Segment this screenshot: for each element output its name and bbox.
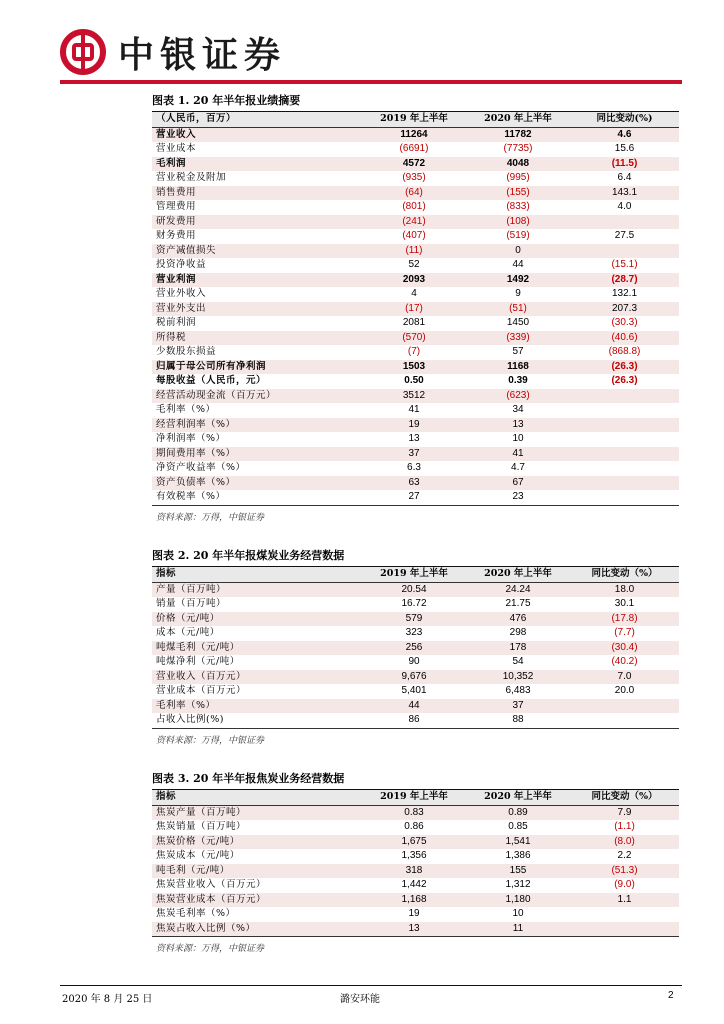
table-source-note: 资料来源：万得，中银证券: [156, 944, 265, 954]
row-value: [570, 447, 679, 462]
row-value: 37: [408, 447, 420, 459]
row-value: (8.0): [614, 835, 635, 847]
row-value: 1503: [402, 360, 426, 372]
row-label: 归属于母公司所有净利润: [156, 360, 267, 372]
row-value: 86: [408, 714, 420, 725]
row-label: 成本（元/吨）: [156, 627, 220, 638]
row-label: 资产负债率（%）: [156, 476, 236, 488]
row-label: 焦炭成本（元/吨）: [156, 850, 240, 861]
row-label: 营业税金及附加: [156, 172, 227, 183]
row-value: (30.4): [611, 641, 638, 653]
table-row: [152, 612, 679, 627]
row-value: (9.0): [614, 879, 635, 890]
table-row: [152, 805, 679, 820]
row-value: [570, 922, 679, 937]
row-value: 11264: [400, 128, 428, 140]
row-label: 焦炭营业成本（百万元）: [156, 893, 267, 905]
table-source-note: 资料来源：万得，中银证券: [156, 735, 265, 746]
row-label: 焦炭销量（百万吨）: [156, 821, 247, 832]
footer-date: 2020 年 8 月 25 日: [62, 994, 153, 1005]
row-value: 0.39: [508, 375, 528, 386]
data-table: [152, 567, 679, 728]
row-label: 焦炭产量（百万吨）: [156, 806, 247, 818]
row-value: 1,675: [401, 835, 427, 847]
row-value: (339): [506, 331, 530, 343]
row-value: [570, 403, 679, 418]
table-row: [152, 215, 679, 230]
table-row: [152, 684, 679, 699]
row-value: (26.3): [611, 375, 638, 386]
row-label: 吨毛利（元/吨）: [156, 864, 230, 876]
row-value: 90: [408, 656, 420, 667]
row-value: 1.1: [617, 893, 632, 905]
row-value: 132.1: [611, 288, 638, 299]
row-value: 44: [408, 699, 420, 711]
table-row: [152, 345, 679, 360]
row-value: 1,356: [401, 850, 427, 861]
row-label: 所得税: [156, 331, 187, 343]
table-row: [152, 244, 679, 259]
row-label: 期间费用率（%）: [156, 447, 236, 459]
row-value: 2093: [402, 273, 426, 285]
table-row: [152, 403, 679, 418]
row-value: 19: [408, 908, 420, 919]
table-row: [152, 258, 679, 273]
row-value: 18.0: [614, 583, 635, 595]
row-value: 9: [515, 288, 521, 299]
row-value: 4.7: [511, 462, 525, 473]
row-value: 37: [512, 699, 524, 711]
table-section-1: [152, 94, 679, 523]
brand-name: 中银证券: [118, 33, 287, 76]
row-value: 20.54: [401, 583, 427, 595]
row-label: 营业收入（百万元）: [156, 670, 247, 682]
column-header: 2019 年上半年: [380, 568, 448, 579]
row-value: (11.5): [611, 157, 638, 169]
row-value: (51.3): [611, 864, 638, 876]
row-label: 销售费用: [156, 186, 197, 198]
row-label: 营业外支出: [156, 302, 207, 314]
row-value: [570, 490, 679, 505]
row-value: 0: [515, 244, 521, 256]
row-value: (64): [405, 186, 423, 198]
row-label: 吨煤毛利（元/吨）: [156, 641, 240, 653]
row-value: 20.0: [614, 685, 635, 696]
row-value: (15.1): [611, 259, 638, 270]
row-value: [570, 907, 679, 922]
row-value: 15.6: [614, 143, 635, 154]
row-value: 256: [405, 641, 423, 653]
row-value: 88: [512, 714, 524, 725]
row-value: (1.1): [614, 821, 635, 832]
row-label: 产量（百万吨）: [156, 583, 227, 595]
row-value: (40.2): [611, 656, 638, 667]
column-header: 指标: [156, 568, 177, 579]
row-value: (11): [405, 244, 423, 256]
row-value: 1,386: [505, 850, 531, 861]
row-label: 毛利率（%）: [156, 699, 216, 711]
table-row: [152, 331, 679, 346]
table-row: [152, 713, 679, 728]
table-section-2: [152, 549, 679, 746]
row-value: [570, 389, 679, 404]
row-label: 税前利润: [156, 317, 197, 328]
row-value: 27: [408, 491, 420, 502]
table-row: [152, 374, 679, 389]
row-value: [570, 476, 679, 491]
row-value: [570, 461, 679, 476]
table-row: [152, 229, 679, 244]
row-label: 少数股东损益: [156, 346, 217, 357]
row-value: 1450: [506, 317, 530, 328]
row-value: 0.83: [404, 806, 424, 818]
row-value: 4048: [506, 157, 530, 169]
table-row: [152, 171, 679, 186]
row-value: 13: [408, 433, 420, 444]
row-value: 318: [405, 864, 423, 876]
row-label: 营业利润: [156, 273, 197, 285]
column-header: 同比变动(%): [596, 113, 653, 124]
table-bottom-rule: [152, 728, 679, 729]
table-bottom-rule: [152, 936, 679, 937]
table-row: [152, 878, 679, 893]
table-row: [152, 389, 679, 404]
row-value: 1,442: [401, 879, 427, 890]
row-value: 1,541: [505, 835, 531, 847]
row-label: 营业收入: [156, 128, 197, 140]
table-row: [152, 626, 679, 641]
table-row: [152, 157, 679, 172]
row-label: 焦炭营业收入（百万元）: [156, 879, 267, 890]
table-row: [152, 302, 679, 317]
table-row: [152, 922, 679, 937]
table-row: [152, 835, 679, 850]
row-value: (623): [506, 389, 530, 401]
row-value: 1,168: [401, 893, 427, 905]
row-label: 营业成本: [156, 143, 197, 154]
row-label: 经营利润率（%）: [156, 418, 236, 430]
table-row: [152, 127, 679, 142]
row-value: 13: [408, 922, 420, 934]
row-value: 476: [509, 612, 527, 624]
table-row: [152, 699, 679, 714]
column-header: 2020 年上半年: [484, 113, 552, 124]
row-value: (40.6): [611, 331, 638, 343]
row-value: 0.86: [404, 821, 424, 832]
row-value: (108): [506, 215, 530, 227]
row-value: 1168: [507, 360, 529, 372]
row-label: 销量（百万吨）: [156, 598, 227, 609]
table-bottom-rule: [152, 505, 679, 506]
table-row: [152, 820, 679, 835]
row-value: (7): [407, 346, 421, 357]
column-header: 指标: [156, 791, 177, 802]
table-row: [152, 186, 679, 201]
row-value: 4572: [402, 157, 426, 169]
row-value: 4.6: [617, 128, 632, 140]
row-value: 41: [512, 447, 524, 459]
table-row: [152, 597, 679, 612]
row-value: (833): [506, 201, 530, 212]
table-row: [152, 670, 679, 685]
table-header-row: [152, 790, 679, 805]
table-row: [152, 447, 679, 462]
table-header-row: [152, 112, 679, 127]
row-value: 21.75: [505, 598, 531, 609]
row-value: 63: [408, 476, 420, 488]
row-label: 经营活动现金流（百万元）: [156, 389, 277, 401]
table-row: [152, 142, 679, 157]
row-value: (995): [506, 172, 530, 183]
bank-of-china-logo: [60, 29, 106, 75]
row-value: 155: [509, 864, 527, 876]
column-header: 2019 年上半年: [380, 113, 448, 124]
table-row: [152, 582, 679, 597]
row-label: 占收入比例(%): [156, 714, 224, 725]
header-divider: [60, 80, 682, 84]
row-value: (7.7): [614, 627, 635, 638]
row-value: 23: [512, 491, 524, 502]
row-value: 10,352: [502, 670, 534, 682]
row-value: [570, 699, 679, 714]
table-row: [152, 200, 679, 215]
row-value: 6.3: [407, 462, 421, 473]
row-label: 吨煤净利（元/吨）: [156, 656, 240, 667]
row-value: [570, 244, 679, 259]
row-value: 44: [512, 259, 524, 270]
row-label: 毛利率（%）: [156, 404, 216, 415]
row-value: 298: [509, 627, 527, 638]
table-row: [152, 432, 679, 447]
table-row: [152, 316, 679, 331]
row-value: (935): [402, 172, 426, 183]
column-header: （人民币，百万）: [156, 113, 237, 124]
column-header: 2019 年上半年: [380, 791, 448, 802]
row-label: 投资净收益: [156, 259, 207, 270]
row-value: [570, 432, 679, 447]
footer-company: 潞安环能: [340, 994, 380, 1005]
row-value: [570, 418, 679, 433]
row-value: 2081: [402, 317, 426, 328]
row-value: 6,483: [505, 685, 531, 696]
row-label: 焦炭占收入比例（%）: [156, 922, 256, 934]
row-value: 1,312: [505, 879, 531, 890]
row-value: 4.0: [617, 201, 632, 212]
table-section-3: [152, 772, 679, 954]
row-value: 143.1: [611, 186, 638, 198]
table-row: [152, 490, 679, 505]
row-label: 每股收益（人民币，元）: [156, 375, 267, 386]
row-value: (868.8): [608, 346, 641, 357]
table-row: [152, 418, 679, 433]
row-value: (26.3): [611, 360, 638, 372]
table-row: [152, 287, 679, 302]
row-value: (28.7): [611, 273, 638, 285]
row-value: 57: [512, 346, 524, 357]
row-value: (570): [402, 331, 426, 343]
row-label: 研发费用: [156, 215, 197, 227]
table-title: 图表 3. 20 年半年报焦炭业务经营数据: [152, 772, 345, 785]
row-label: 毛利润: [156, 157, 187, 169]
row-label: 净资产收益率（%）: [156, 462, 246, 473]
row-value: 24.24: [505, 583, 531, 595]
data-table: [152, 790, 679, 936]
column-header: 同比变动（%）: [591, 791, 658, 802]
table-row: [152, 849, 679, 864]
row-label: 净利润率（%）: [156, 433, 226, 444]
table-title: 图表 1. 20 年半年报业绩摘要: [152, 94, 301, 107]
row-label: 有效税率（%）: [156, 491, 226, 502]
row-value: (407): [402, 230, 426, 241]
column-header: 2020 年上半年: [484, 568, 552, 579]
row-label: 管理费用: [156, 201, 197, 212]
row-value: (155): [506, 186, 530, 198]
row-value: 323: [405, 627, 423, 638]
row-value: 1,180: [505, 893, 531, 905]
row-value: 10: [512, 433, 524, 444]
row-value: 27.5: [614, 230, 635, 241]
row-label: 资产减值损失: [156, 244, 217, 256]
row-value: 207.3: [611, 302, 638, 314]
row-value: 2.2: [617, 850, 632, 861]
table-row: [152, 641, 679, 656]
row-value: 7.0: [617, 670, 632, 682]
row-value: 13: [512, 418, 524, 430]
row-label: 价格（元/吨）: [156, 612, 220, 624]
row-value: 9,676: [401, 670, 427, 682]
row-value: 1492: [506, 273, 530, 285]
row-value: 178: [509, 641, 527, 653]
table-row: [152, 476, 679, 491]
row-value: 67: [512, 476, 524, 488]
row-value: 7.9: [617, 806, 632, 818]
row-value: 34: [512, 404, 524, 415]
row-value: 0.50: [404, 375, 424, 386]
row-value: 11: [512, 922, 524, 934]
table-row: [152, 273, 679, 288]
table-row: [152, 655, 679, 670]
row-value: 4: [411, 288, 417, 299]
row-value: (51): [509, 302, 527, 314]
row-label: 焦炭毛利率（%）: [156, 908, 236, 919]
row-label: 财务费用: [156, 230, 197, 241]
row-label: 营业成本（百万元）: [156, 685, 247, 696]
row-value: (7735): [503, 143, 533, 154]
table-source-note: 资料来源：万得，中银证券: [156, 512, 265, 523]
table-title: 图表 2. 20 年半年报煤炭业务经营数据: [152, 549, 345, 562]
row-value: (30.3): [611, 317, 638, 328]
data-table: [152, 112, 679, 505]
row-value: (6691): [399, 143, 429, 154]
row-value: [570, 215, 679, 230]
row-value: (801): [402, 201, 426, 212]
row-label: 焦炭价格（元/吨）: [156, 835, 240, 847]
row-label: 营业外收入: [156, 288, 207, 299]
row-value: 10: [512, 908, 524, 919]
table-row: [152, 893, 679, 908]
row-value: 41: [408, 404, 420, 415]
table-row: [152, 864, 679, 879]
row-value: (241): [402, 215, 426, 227]
column-header: 2020 年上半年: [484, 791, 552, 802]
row-value: (17): [405, 302, 423, 314]
row-value: (17.8): [611, 612, 638, 624]
row-value: 16.72: [401, 598, 427, 609]
table-row: [152, 907, 679, 922]
table-row: [152, 360, 679, 375]
footer-divider: [60, 985, 682, 986]
row-value: 0.89: [508, 806, 528, 818]
row-value: 3512: [402, 389, 426, 401]
row-value: 6.4: [617, 172, 632, 183]
report-header: [60, 28, 286, 76]
row-value: 5,401: [401, 685, 427, 696]
row-value: 11782: [504, 128, 532, 140]
column-header: 同比变动（%）: [591, 568, 658, 579]
row-value: [570, 713, 679, 728]
row-value: 19: [408, 418, 420, 430]
page-number: 2: [668, 990, 674, 1001]
table-header-row: [152, 567, 679, 582]
row-value: 30.1: [614, 598, 635, 609]
table-row: [152, 461, 679, 476]
row-value: 54: [512, 656, 524, 667]
row-value: (519): [506, 230, 530, 241]
row-value: 0.85: [508, 821, 528, 832]
row-value: 579: [405, 612, 423, 624]
row-value: 52: [408, 259, 420, 270]
